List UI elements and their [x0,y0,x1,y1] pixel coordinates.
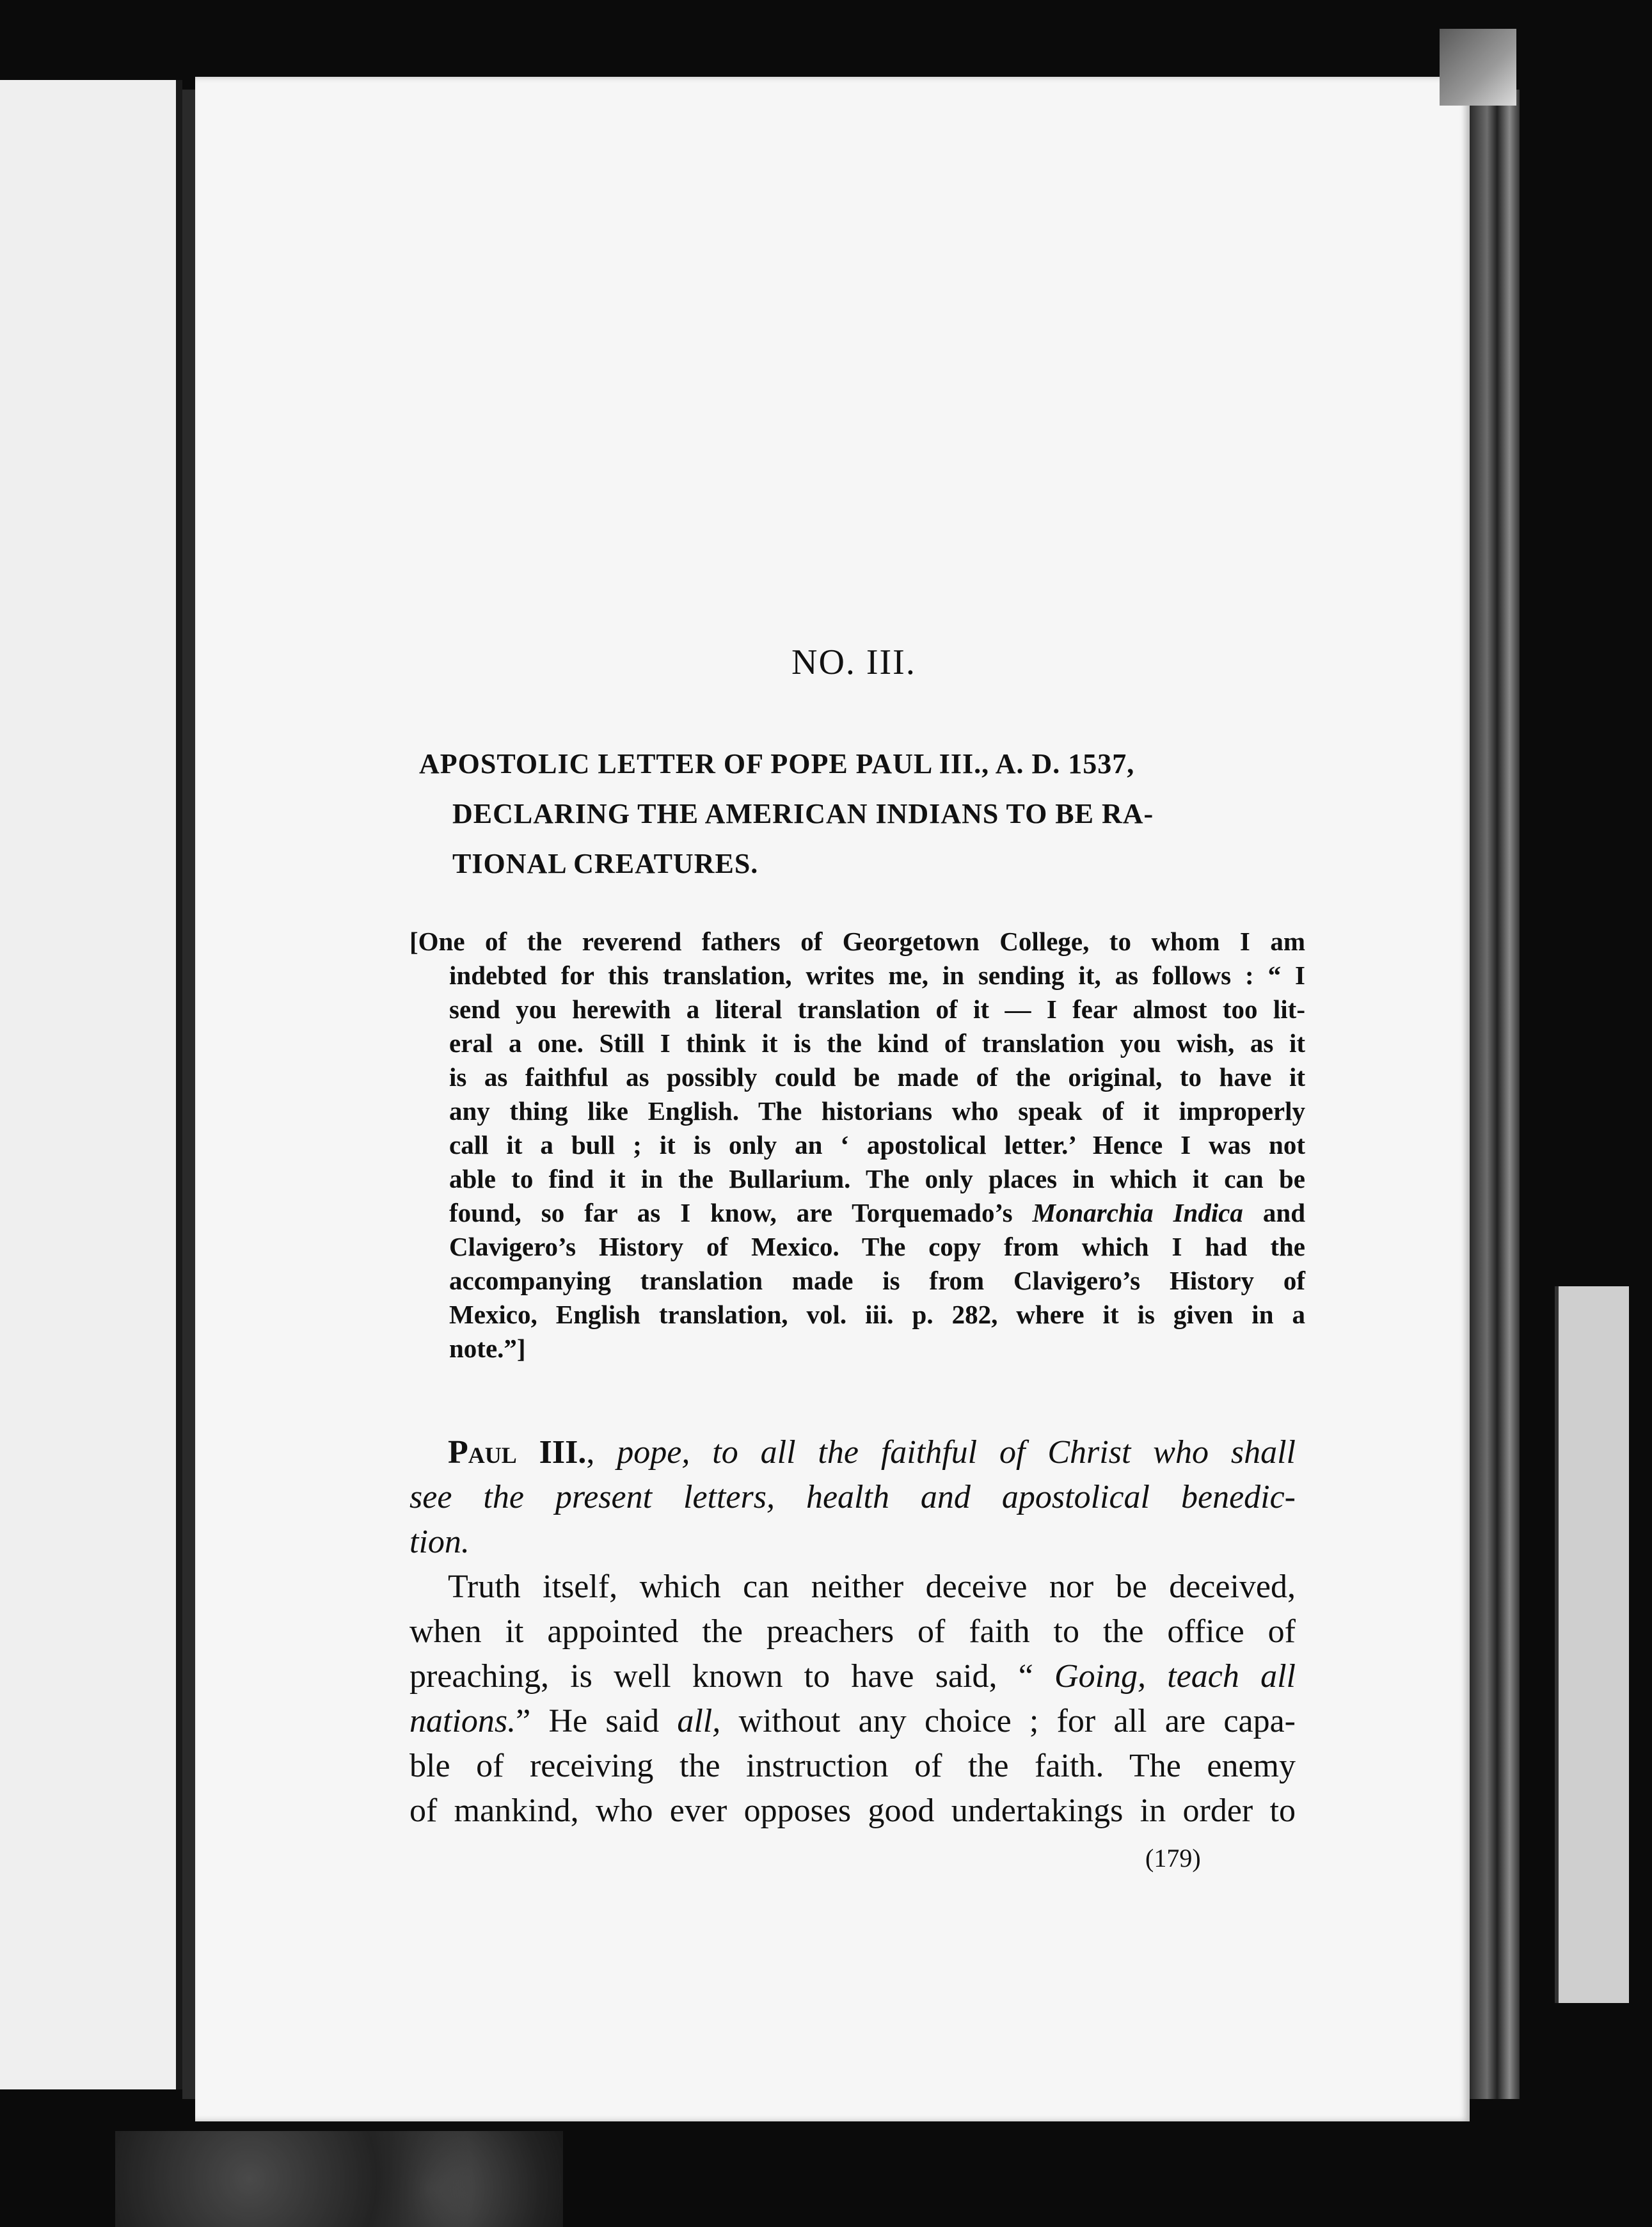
note-line: eral a one. Still I think it is the kind of translation you wish, as it [449,1028,1305,1058]
pope-name: Paul III. [448,1434,587,1471]
note-text: and [1243,1198,1305,1227]
body-line: of mankind, who ever opposes good undertakings in order to [409,1792,1296,1829]
body-line: nations.” He said all, without any choice ; for all are capa- [409,1703,1296,1739]
scan-debris [115,2131,563,2227]
body-line: Truth itself, which can neither deceive nor be deceived, [448,1568,1296,1605]
note-line: indebted for this translation, writes me, in sending it, as follows : “ I [449,961,1305,990]
address-line: tion. [409,1524,470,1560]
note-line [409,1196,1305,1230]
heading-line: TIONAL CREATURES. [452,848,759,879]
note-line: is as faithful as possibly could be made of the original, to have it [449,1062,1305,1092]
body-line: ble of receiving the instruction of the faith. The enemy [409,1748,1296,1784]
section-heading [419,739,1305,889]
page-corner [1440,29,1516,106]
address-italic: pope, to all the faithful of Christ who shall [617,1434,1296,1471]
note-line: call it a bull ; it is only an ‘ apostolical letter.’ Hence I was not [449,1130,1305,1160]
note-line: accompanying translation made is from Clavigero’s History of [449,1266,1305,1295]
heading-line: DECLARING THE AMERICAN INDIANS TO BE RA- [452,798,1154,829]
book-gutter [182,90,196,2099]
address-line: see the present letters, health and apostolical benedic- [409,1479,1296,1515]
letter-body [409,1430,1296,1833]
section-number: NO. III. [791,643,916,682]
note-line: [One of the reverend fathers of Georgetown College, to whom I am [409,927,1305,956]
translator-note [409,925,1305,1366]
inserted-leaf [1555,1286,1629,2003]
note-line: note.”] [449,1334,526,1363]
facing-page [0,80,182,2089]
note-line: able to find it in the Bullarium. The only places in which it can be [449,1164,1305,1193]
heading-line: APOSTOLIC LETTER OF POPE PAUL III., A. D. 1537, [419,748,1135,779]
note-line: Clavigero’s History of Mexico. The copy from which I had the [449,1232,1305,1261]
note-line: send you herewith a literal translation of it — I fear almost too lit- [449,994,1305,1024]
body-line: preaching, is well known to have said, “ Going, teach all [409,1658,1296,1695]
address-line: Paul III., pope, to all the faithful of Christ who shall [448,1434,1296,1471]
note-book-title: Monarchia Indica [1032,1198,1243,1227]
note-line: any thing like English. The historians who speak of it improperly [449,1096,1305,1126]
note-text: found, so far as I know, are Torquemado’s [449,1198,1033,1227]
note-line: Mexico, English translation, vol. iii. p. 282, where it is given in a [449,1300,1305,1329]
page-edges [1470,90,1520,2099]
body-line: when it appointed the preachers of faith to the office of [409,1613,1296,1650]
page-number: (179) [1145,1844,1201,1872]
